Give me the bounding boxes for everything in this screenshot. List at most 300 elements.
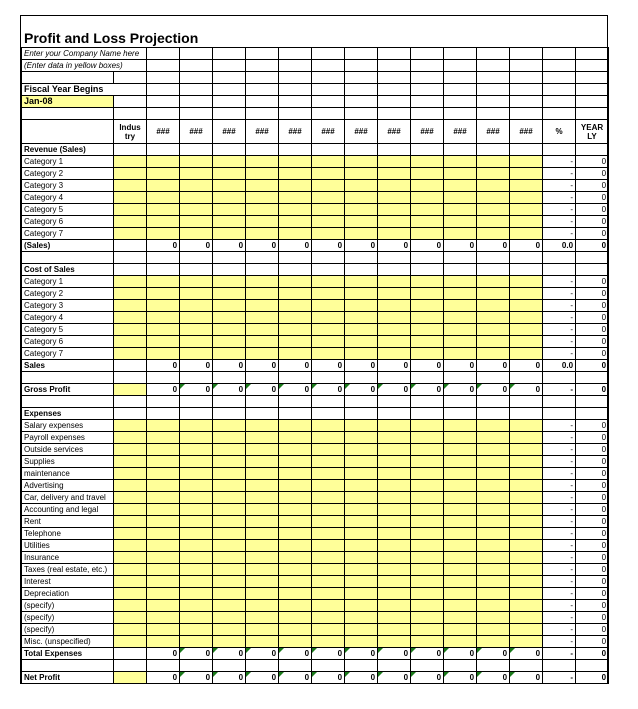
input-cell[interactable]: [114, 624, 147, 636]
input-cell[interactable]: [147, 552, 180, 564]
input-cell[interactable]: [411, 504, 444, 516]
input-cell[interactable]: [114, 480, 147, 492]
input-cell[interactable]: [279, 552, 312, 564]
input-cell[interactable]: [180, 540, 213, 552]
input-cell[interactable]: [312, 228, 345, 240]
input-cell[interactable]: [213, 564, 246, 576]
industry-input[interactable]: [114, 672, 147, 684]
input-cell[interactable]: [345, 552, 378, 564]
input-cell[interactable]: [477, 324, 510, 336]
input-cell[interactable]: [213, 456, 246, 468]
input-cell[interactable]: [312, 456, 345, 468]
input-cell[interactable]: [411, 516, 444, 528]
input-cell[interactable]: [114, 540, 147, 552]
input-cell[interactable]: [444, 348, 477, 360]
input-cell[interactable]: [411, 336, 444, 348]
input-cell[interactable]: [378, 564, 411, 576]
input-cell[interactable]: [213, 324, 246, 336]
input-cell[interactable]: [444, 180, 477, 192]
input-cell[interactable]: [378, 192, 411, 204]
input-cell[interactable]: [510, 348, 543, 360]
input-cell[interactable]: [444, 420, 477, 432]
input-cell[interactable]: [180, 336, 213, 348]
input-cell[interactable]: [279, 168, 312, 180]
input-cell[interactable]: [213, 156, 246, 168]
input-cell[interactable]: [246, 228, 279, 240]
input-cell[interactable]: [312, 636, 345, 648]
input-cell[interactable]: [510, 624, 543, 636]
input-cell[interactable]: [378, 324, 411, 336]
input-cell[interactable]: [180, 492, 213, 504]
input-cell[interactable]: [312, 420, 345, 432]
input-cell[interactable]: [378, 624, 411, 636]
input-cell[interactable]: [510, 456, 543, 468]
input-cell[interactable]: [345, 612, 378, 624]
input-cell[interactable]: [180, 552, 213, 564]
input-cell[interactable]: [114, 192, 147, 204]
input-cell[interactable]: [411, 348, 444, 360]
input-cell[interactable]: [378, 300, 411, 312]
input-cell[interactable]: [312, 276, 345, 288]
input-cell[interactable]: [378, 636, 411, 648]
input-cell[interactable]: [411, 624, 444, 636]
input-cell[interactable]: [510, 228, 543, 240]
input-cell[interactable]: [345, 492, 378, 504]
input-cell[interactable]: [477, 600, 510, 612]
input-cell[interactable]: [279, 156, 312, 168]
input-cell[interactable]: [213, 288, 246, 300]
input-cell[interactable]: [279, 300, 312, 312]
input-cell[interactable]: [180, 576, 213, 588]
input-cell[interactable]: [411, 324, 444, 336]
input-cell[interactable]: [345, 624, 378, 636]
input-cell[interactable]: [279, 504, 312, 516]
input-cell[interactable]: [378, 468, 411, 480]
input-cell[interactable]: [477, 588, 510, 600]
input-cell[interactable]: [312, 612, 345, 624]
input-cell[interactable]: [345, 228, 378, 240]
input-cell[interactable]: [180, 216, 213, 228]
input-cell[interactable]: [114, 468, 147, 480]
input-cell[interactable]: [510, 276, 543, 288]
input-cell[interactable]: [246, 216, 279, 228]
input-cell[interactable]: [477, 204, 510, 216]
input-cell[interactable]: [246, 468, 279, 480]
input-cell[interactable]: [279, 228, 312, 240]
input-cell[interactable]: [345, 420, 378, 432]
input-cell[interactable]: [246, 204, 279, 216]
input-cell[interactable]: [411, 636, 444, 648]
input-cell[interactable]: [345, 348, 378, 360]
input-cell[interactable]: [510, 420, 543, 432]
input-cell[interactable]: [312, 480, 345, 492]
input-cell[interactable]: [180, 312, 213, 324]
input-cell[interactable]: [345, 336, 378, 348]
input-cell[interactable]: [180, 204, 213, 216]
input-cell[interactable]: [180, 348, 213, 360]
input-cell[interactable]: [411, 528, 444, 540]
input-cell[interactable]: [477, 468, 510, 480]
input-cell[interactable]: [378, 612, 411, 624]
input-cell[interactable]: [444, 156, 477, 168]
input-cell[interactable]: [510, 156, 543, 168]
input-cell[interactable]: [510, 216, 543, 228]
input-cell[interactable]: [411, 444, 444, 456]
input-cell[interactable]: [444, 456, 477, 468]
input-cell[interactable]: [279, 624, 312, 636]
input-cell[interactable]: [114, 288, 147, 300]
input-cell[interactable]: [312, 552, 345, 564]
input-cell[interactable]: [180, 432, 213, 444]
input-cell[interactable]: [345, 564, 378, 576]
input-cell[interactable]: [477, 456, 510, 468]
input-cell[interactable]: [246, 300, 279, 312]
input-cell[interactable]: [345, 540, 378, 552]
input-cell[interactable]: [246, 576, 279, 588]
input-cell[interactable]: [180, 228, 213, 240]
input-cell[interactable]: [213, 552, 246, 564]
input-cell[interactable]: [444, 564, 477, 576]
input-cell[interactable]: [147, 504, 180, 516]
input-cell[interactable]: [213, 192, 246, 204]
input-cell[interactable]: [477, 312, 510, 324]
input-cell[interactable]: [444, 276, 477, 288]
input-cell[interactable]: [444, 528, 477, 540]
industry-input[interactable]: [114, 384, 147, 396]
input-cell[interactable]: [180, 420, 213, 432]
input-cell[interactable]: [444, 576, 477, 588]
input-cell[interactable]: [477, 228, 510, 240]
input-cell[interactable]: [246, 276, 279, 288]
input-cell[interactable]: [345, 456, 378, 468]
input-cell[interactable]: [345, 216, 378, 228]
input-cell[interactable]: [345, 576, 378, 588]
input-cell[interactable]: [213, 636, 246, 648]
input-cell[interactable]: [147, 348, 180, 360]
input-cell[interactable]: [312, 540, 345, 552]
input-cell[interactable]: [279, 576, 312, 588]
input-cell[interactable]: [378, 228, 411, 240]
input-cell[interactable]: [114, 492, 147, 504]
input-cell[interactable]: [477, 432, 510, 444]
input-cell[interactable]: [378, 156, 411, 168]
input-cell[interactable]: [345, 312, 378, 324]
input-cell[interactable]: [510, 192, 543, 204]
input-cell[interactable]: [180, 480, 213, 492]
input-cell[interactable]: [147, 168, 180, 180]
input-cell[interactable]: [444, 432, 477, 444]
input-cell[interactable]: [477, 300, 510, 312]
input-cell[interactable]: [378, 552, 411, 564]
input-cell[interactable]: [378, 444, 411, 456]
input-cell[interactable]: [213, 300, 246, 312]
input-cell[interactable]: [477, 624, 510, 636]
input-cell[interactable]: [345, 528, 378, 540]
input-cell[interactable]: [114, 552, 147, 564]
input-cell[interactable]: [246, 456, 279, 468]
input-cell[interactable]: [213, 336, 246, 348]
input-cell[interactable]: [510, 180, 543, 192]
input-cell[interactable]: [378, 420, 411, 432]
input-cell[interactable]: [246, 432, 279, 444]
input-cell[interactable]: [246, 588, 279, 600]
input-cell[interactable]: [477, 612, 510, 624]
input-cell[interactable]: [510, 444, 543, 456]
input-cell[interactable]: [114, 516, 147, 528]
input-cell[interactable]: [444, 204, 477, 216]
input-cell[interactable]: [477, 636, 510, 648]
input-cell[interactable]: [147, 420, 180, 432]
input-cell[interactable]: [312, 624, 345, 636]
input-cell[interactable]: [114, 168, 147, 180]
input-cell[interactable]: [279, 312, 312, 324]
input-cell[interactable]: [312, 192, 345, 204]
input-cell[interactable]: [477, 216, 510, 228]
input-cell[interactable]: [246, 192, 279, 204]
input-cell[interactable]: [147, 156, 180, 168]
input-cell[interactable]: [444, 516, 477, 528]
input-cell[interactable]: [345, 636, 378, 648]
input-cell[interactable]: [477, 492, 510, 504]
input-cell[interactable]: [411, 456, 444, 468]
input-cell[interactable]: [378, 432, 411, 444]
input-cell[interactable]: [213, 540, 246, 552]
input-cell[interactable]: [510, 492, 543, 504]
input-cell[interactable]: [180, 288, 213, 300]
input-cell[interactable]: [180, 564, 213, 576]
input-cell[interactable]: [147, 288, 180, 300]
input-cell[interactable]: [411, 600, 444, 612]
input-cell[interactable]: [378, 336, 411, 348]
input-cell[interactable]: [114, 180, 147, 192]
input-cell[interactable]: [147, 444, 180, 456]
input-cell[interactable]: [510, 576, 543, 588]
input-cell[interactable]: [510, 312, 543, 324]
input-cell[interactable]: [246, 636, 279, 648]
input-cell[interactable]: [246, 516, 279, 528]
input-cell[interactable]: [411, 300, 444, 312]
input-cell[interactable]: [444, 336, 477, 348]
input-cell[interactable]: [378, 348, 411, 360]
input-cell[interactable]: [180, 444, 213, 456]
input-cell[interactable]: [213, 624, 246, 636]
input-cell[interactable]: [213, 444, 246, 456]
input-cell[interactable]: [114, 300, 147, 312]
input-cell[interactable]: [147, 564, 180, 576]
input-cell[interactable]: [246, 444, 279, 456]
input-cell[interactable]: [213, 204, 246, 216]
input-cell[interactable]: [114, 312, 147, 324]
input-cell[interactable]: [279, 564, 312, 576]
input-cell[interactable]: [279, 456, 312, 468]
input-cell[interactable]: [510, 540, 543, 552]
input-cell[interactable]: [444, 552, 477, 564]
input-cell[interactable]: [180, 504, 213, 516]
input-cell[interactable]: [510, 324, 543, 336]
input-cell[interactable]: [444, 468, 477, 480]
input-cell[interactable]: [312, 504, 345, 516]
input-cell[interactable]: [444, 288, 477, 300]
input-cell[interactable]: [147, 492, 180, 504]
input-cell[interactable]: [378, 276, 411, 288]
input-cell[interactable]: [312, 516, 345, 528]
input-cell[interactable]: [345, 600, 378, 612]
input-cell[interactable]: [114, 156, 147, 168]
input-cell[interactable]: [312, 156, 345, 168]
input-cell[interactable]: [510, 600, 543, 612]
input-cell[interactable]: [114, 636, 147, 648]
input-cell[interactable]: [378, 288, 411, 300]
input-cell[interactable]: [180, 468, 213, 480]
input-cell[interactable]: [279, 600, 312, 612]
input-cell[interactable]: [345, 468, 378, 480]
input-cell[interactable]: [444, 636, 477, 648]
input-cell[interactable]: [378, 492, 411, 504]
input-cell[interactable]: [279, 204, 312, 216]
input-cell[interactable]: [147, 516, 180, 528]
input-cell[interactable]: [477, 552, 510, 564]
input-cell[interactable]: [510, 612, 543, 624]
input-cell[interactable]: [411, 492, 444, 504]
input-cell[interactable]: [312, 288, 345, 300]
input-cell[interactable]: [411, 312, 444, 324]
input-cell[interactable]: [147, 456, 180, 468]
input-cell[interactable]: [411, 588, 444, 600]
input-cell[interactable]: [279, 612, 312, 624]
input-cell[interactable]: [510, 336, 543, 348]
input-cell[interactable]: [147, 540, 180, 552]
input-cell[interactable]: [246, 528, 279, 540]
input-cell[interactable]: [411, 612, 444, 624]
input-cell[interactable]: [510, 552, 543, 564]
input-cell[interactable]: [312, 312, 345, 324]
input-cell[interactable]: [114, 420, 147, 432]
input-cell[interactable]: [477, 276, 510, 288]
input-cell[interactable]: [312, 492, 345, 504]
input-cell[interactable]: [345, 204, 378, 216]
input-cell[interactable]: [279, 348, 312, 360]
input-cell[interactable]: [444, 228, 477, 240]
input-cell[interactable]: [444, 600, 477, 612]
input-cell[interactable]: [147, 204, 180, 216]
input-cell[interactable]: [147, 588, 180, 600]
input-cell[interactable]: [411, 192, 444, 204]
input-cell[interactable]: [477, 540, 510, 552]
input-cell[interactable]: [147, 432, 180, 444]
input-cell[interactable]: [114, 276, 147, 288]
input-cell[interactable]: [345, 480, 378, 492]
input-cell[interactable]: [444, 540, 477, 552]
input-cell[interactable]: [213, 276, 246, 288]
input-cell[interactable]: [510, 504, 543, 516]
input-cell[interactable]: [180, 168, 213, 180]
input-cell[interactable]: [114, 528, 147, 540]
input-cell[interactable]: [378, 480, 411, 492]
input-cell[interactable]: [147, 636, 180, 648]
input-cell[interactable]: [312, 600, 345, 612]
input-cell[interactable]: [147, 276, 180, 288]
input-cell[interactable]: [180, 156, 213, 168]
input-cell[interactable]: [444, 624, 477, 636]
input-cell[interactable]: [180, 324, 213, 336]
input-cell[interactable]: [213, 180, 246, 192]
input-cell[interactable]: [411, 432, 444, 444]
input-cell[interactable]: [312, 324, 345, 336]
input-cell[interactable]: [279, 192, 312, 204]
input-cell[interactable]: [510, 588, 543, 600]
input-cell[interactable]: [114, 216, 147, 228]
input-cell[interactable]: [147, 576, 180, 588]
input-cell[interactable]: [279, 288, 312, 300]
input-cell[interactable]: [279, 180, 312, 192]
input-cell[interactable]: [180, 636, 213, 648]
input-cell[interactable]: [147, 624, 180, 636]
input-cell[interactable]: [147, 468, 180, 480]
input-cell[interactable]: [180, 600, 213, 612]
input-cell[interactable]: [279, 480, 312, 492]
input-cell[interactable]: [147, 612, 180, 624]
input-cell[interactable]: [345, 444, 378, 456]
input-cell[interactable]: [279, 588, 312, 600]
input-cell[interactable]: [246, 180, 279, 192]
input-cell[interactable]: [510, 468, 543, 480]
input-cell[interactable]: [114, 336, 147, 348]
input-cell[interactable]: [510, 288, 543, 300]
input-cell[interactable]: [444, 168, 477, 180]
input-cell[interactable]: [411, 180, 444, 192]
input-cell[interactable]: [345, 156, 378, 168]
input-cell[interactable]: [147, 324, 180, 336]
input-cell[interactable]: [378, 600, 411, 612]
input-cell[interactable]: [180, 612, 213, 624]
input-cell[interactable]: [444, 312, 477, 324]
input-cell[interactable]: [345, 300, 378, 312]
input-cell[interactable]: [444, 300, 477, 312]
input-cell[interactable]: [378, 312, 411, 324]
input-cell[interactable]: [213, 576, 246, 588]
input-cell[interactable]: [378, 576, 411, 588]
input-cell[interactable]: [477, 180, 510, 192]
input-cell[interactable]: [510, 636, 543, 648]
input-cell[interactable]: [246, 540, 279, 552]
input-cell[interactable]: [279, 444, 312, 456]
input-cell[interactable]: [411, 168, 444, 180]
input-cell[interactable]: [411, 420, 444, 432]
input-cell[interactable]: [411, 156, 444, 168]
input-cell[interactable]: [147, 192, 180, 204]
input-cell[interactable]: [312, 204, 345, 216]
input-cell[interactable]: [444, 324, 477, 336]
input-cell[interactable]: [312, 168, 345, 180]
input-cell[interactable]: [477, 420, 510, 432]
input-cell[interactable]: [477, 348, 510, 360]
input-cell[interactable]: [279, 528, 312, 540]
input-cell[interactable]: [114, 324, 147, 336]
input-cell[interactable]: [213, 168, 246, 180]
input-cell[interactable]: [477, 444, 510, 456]
input-cell[interactable]: [411, 204, 444, 216]
input-cell[interactable]: [180, 180, 213, 192]
input-cell[interactable]: [246, 564, 279, 576]
input-cell[interactable]: [411, 468, 444, 480]
input-cell[interactable]: [345, 504, 378, 516]
input-cell[interactable]: [114, 588, 147, 600]
input-cell[interactable]: [213, 420, 246, 432]
input-cell[interactable]: [510, 432, 543, 444]
input-cell[interactable]: [510, 204, 543, 216]
input-cell[interactable]: [378, 540, 411, 552]
input-cell[interactable]: [312, 336, 345, 348]
